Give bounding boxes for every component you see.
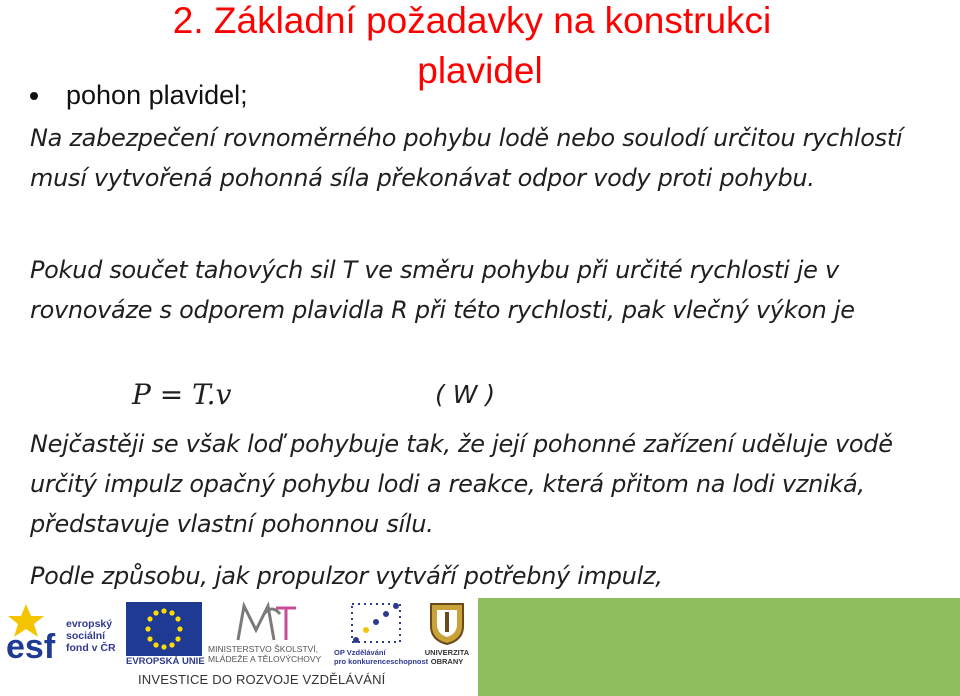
eu-flag-icon	[126, 602, 202, 656]
msmt-mark-icon	[234, 600, 304, 644]
slide-title-line1: 2. Základní požadavky na konstrukci	[172, 0, 772, 41]
esf-text-2: sociální	[66, 630, 106, 642]
footer-banner	[0, 598, 960, 696]
msmt-text-2: MLÁDEŽE A TĚLOVÝCHOVY	[208, 654, 322, 664]
slide-title-line2: plavidel	[417, 50, 543, 91]
power-formula: P = T.v	[132, 378, 232, 411]
uo-logo	[418, 600, 476, 666]
op-text-2: pro konkurenceschopnost	[334, 657, 429, 666]
green-band	[478, 598, 960, 696]
bullet-text: pohon plavidel;	[66, 80, 248, 110]
formula-row	[0, 378, 960, 420]
bullet-dot-icon	[30, 92, 38, 100]
investice-tagline: INVESTICE DO ROZVOJE VZDĚLÁVÁNÍ	[138, 672, 386, 687]
paragraph-2: Pokud součet tahových sil T ve směru pohybu při určité rychlosti je v rovnováze s odporem plavidla R při této rychlosti, pak vlečný výkon je	[30, 256, 855, 324]
power-unit: ( W )	[435, 380, 496, 409]
esf-logo	[4, 602, 122, 666]
esf-text-3: fond v ČR	[66, 642, 116, 654]
uo-crest-icon	[427, 600, 467, 646]
uo-text-1: UNIVERZITA	[424, 648, 470, 657]
bullet-item	[30, 80, 248, 111]
logo-strip	[0, 598, 478, 696]
uo-text-2: OBRANY	[430, 657, 464, 666]
svg-text:esf: esf	[6, 628, 56, 666]
eu-label: EVROPSKÁ UNIE	[126, 656, 205, 667]
paragraph-3: Nejčastěji se však loď pohybuje tak, že její pohonné zařízení uděluje vodě určitý impulz opačný pohybu lodi a reakce, která přitom na lodi vzniká, představuje vlastní pohonnou sílu.	[30, 430, 893, 538]
op-text-1: OP Vzdělávání	[334, 648, 386, 657]
eu-logo	[126, 602, 205, 668]
paragraph-1: Na zabezpečení rovnoměrného pohybu lodě nebo soulodí určitou rychlostí musí vytvořená pohonná síla překonávat odpor vody proti pohybu.	[30, 124, 903, 192]
esf-text-1: evropský	[66, 618, 113, 630]
op-dots-icon	[348, 600, 404, 646]
op-logo	[334, 600, 429, 666]
msmt-text-1: MINISTERSTVO ŠKOLSTVÍ,	[208, 644, 319, 654]
msmt-logo	[208, 600, 332, 666]
paragraph-4: Podle způsobu, jak propulzor vytváří potřebný impulz,	[30, 562, 663, 590]
